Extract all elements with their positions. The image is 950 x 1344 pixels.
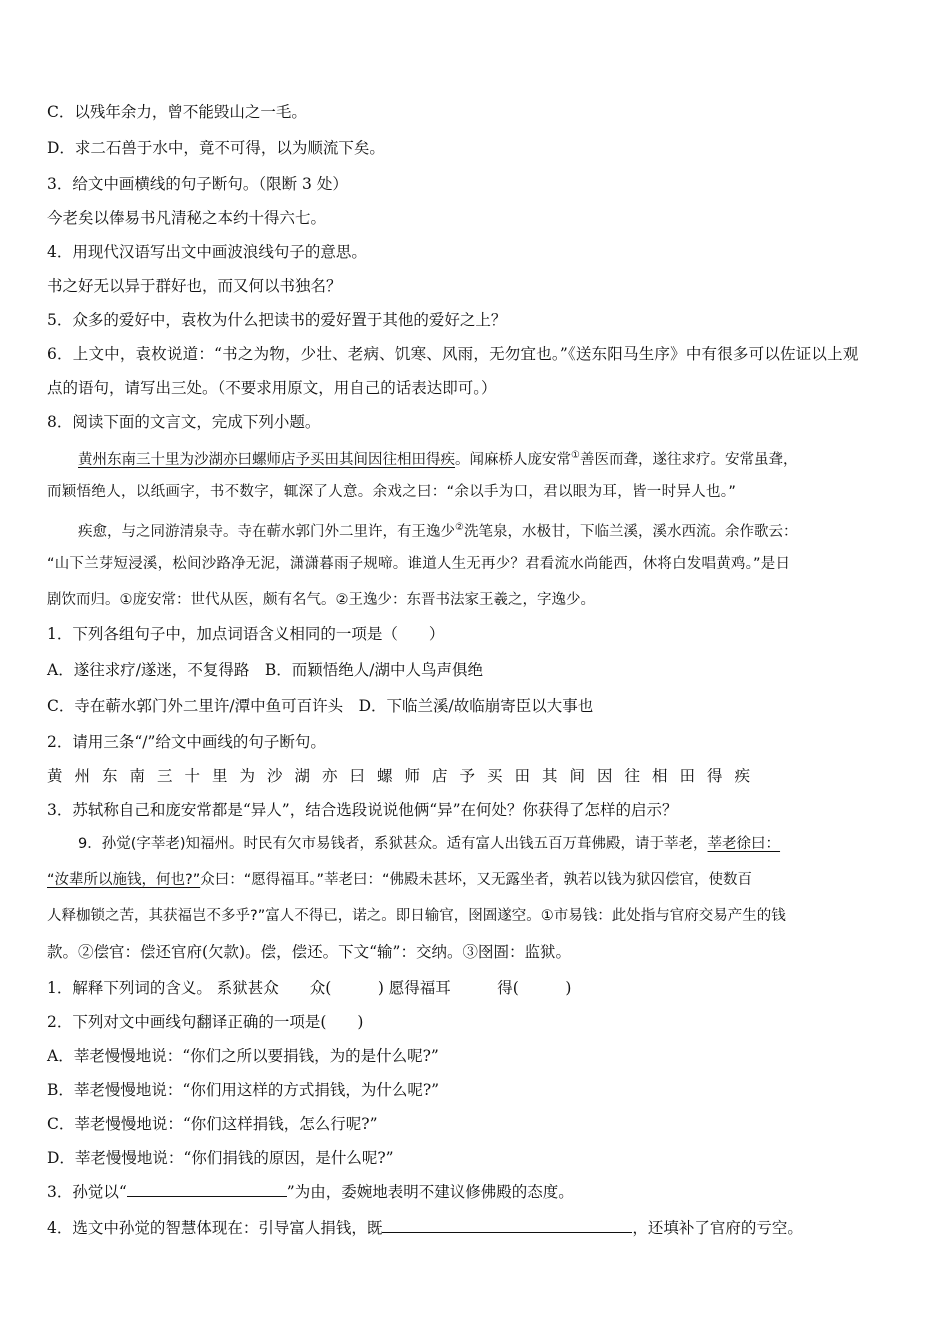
sentence-char: 州	[74, 767, 91, 785]
question-9-1-prompt: 1．解释下列词的含义。 系狱甚众 众( ) 愿得福耳 得( )	[47, 979, 572, 997]
sentence-char: 疾	[734, 767, 751, 785]
passage-9-text: 9．孙觉(字莘老)知福州。时民有欠市易钱者，系狱甚众。适有富人出钱五百万葺佛殿，请于莘老，	[78, 836, 708, 852]
passage-8-underlined-sentence: 黄州东南三十里为沙湖亦曰螺师店予买田其间因往相田得疾	[78, 451, 455, 468]
question-9-4-prompt	[47, 1216, 910, 1240]
footnote-marker: ②	[455, 522, 464, 533]
question-4-prompt: 4．用现代汉语写出文中画波浪线句子的意思。	[47, 243, 367, 261]
footnote-marker: ①	[571, 450, 580, 461]
sentence-char: 田	[514, 767, 531, 785]
question-9-3-prompt	[47, 1180, 910, 1204]
sentence-char: 螺	[377, 767, 393, 785]
question-9-2-prompt: 2．下列对文中画线句翻译正确的一项是( )	[47, 1013, 364, 1031]
sentence-char: 师	[404, 767, 421, 785]
sentence-char: 东	[102, 767, 118, 785]
question-8-2-prompt: 2．请用三条“/”给文中画线的句子断句。	[47, 733, 326, 751]
sentence-char: 三	[157, 767, 173, 785]
passage-9-line3: 人释枷锁之苦，其获福岂不多乎?”富人不得已，诺之。即日输官，囹圄遂空。①市易钱：此处指与官府交易产生的钱	[47, 908, 786, 924]
question-8-1-prompt: 1．下列各组句子中，加点词语含义相同的一项是（ ）	[47, 625, 445, 643]
question-8-1-options-ab: A．遂往求疗/遂迷，不复得路 B．而颖悟绝人/湖中人鸟声俱绝	[47, 661, 484, 679]
passage-9-notes: 款。②偿官：偿还官府(欠款)。偿，偿还。下文“输”：交纳。③囹圄：监狱。	[47, 943, 571, 961]
question-3-prompt: 3．给文中画横线的句子断句。（限断 3 处）	[47, 175, 348, 193]
sentence-char: 黄	[47, 767, 63, 785]
passage-8-line4: “山下兰芽短浸溪，松间沙路净无泥，潇潇暮雨子规啼。谁道人生无再少？君看流水尚能西，休将白发唱黄鸡。”是日	[47, 556, 791, 572]
question-9-3-text: 3．孙觉以“	[47, 1183, 127, 1201]
question-9-4-text: ，还填补了官府的亏空。	[632, 1219, 803, 1237]
passage-8-text: 。闻麻桥人庞安常	[455, 451, 571, 468]
question-4-sentence: 书之好无以异于群好也，而又何以书独名？	[47, 277, 342, 295]
sentence-char: 买	[487, 767, 503, 785]
sentence-char: 里	[212, 767, 228, 785]
passage-8-text: 善医而聋，遂往求疗。安常虽聋，	[579, 451, 798, 468]
question-3-sentence: 今老矣以俸易书凡清秘之本约十得六七。	[47, 209, 327, 227]
question-9-2-option-a: A．莘老慢慢地说：“你们之所以要捐钱，为的是什么呢?”	[47, 1047, 439, 1065]
question-6-prompt-line1: 6．上文中，袁枚说道：“书之为物，少壮、老病、饥寒、风雨，无勿宜也。”《送东阳马生序》中有很多可以佐证以上观	[47, 345, 859, 363]
option-d-line: D．求二石兽于水中，竟不可得，以为顺流下矣。	[47, 139, 385, 157]
question-9-4-text: 4．选文中孙觉的智慧体现在：引导富人捐钱，既	[47, 1219, 383, 1237]
question-9-2-option-b: B．莘老慢慢地说：“你们用这样的方式捐钱，为什么呢?”	[47, 1081, 440, 1099]
sentence-char: 予	[459, 767, 476, 785]
question-9-2-option-c: C．莘老慢慢地说：“你们这样捐钱，怎么行呢?”	[47, 1115, 378, 1133]
question-8-2-sentence	[47, 764, 910, 788]
sentence-char: 因	[597, 767, 613, 785]
section-8-heading: 8．阅读下面的文言文，完成下列小题。	[47, 413, 321, 431]
sentence-char: 南	[129, 767, 146, 785]
sentence-char: 沙	[267, 767, 283, 785]
passage-9-line1	[78, 832, 910, 856]
sentence-char: 为	[239, 767, 256, 785]
passage-9-line2	[47, 868, 910, 892]
question-5-prompt: 5．众多的爱好中，袁枚为什么把读书的爱好置于其他的爱好之上？	[47, 311, 507, 329]
answer-blank[interactable]	[382, 1217, 632, 1233]
passage-8-text: 洗笔泉，水极甘，下临兰溪，溪水西流。余作歌云：	[463, 523, 798, 540]
sentence-char: 曰	[349, 767, 366, 785]
sentence-char: 十	[184, 767, 201, 785]
passage-8-line3	[78, 516, 910, 544]
passage-8-line2: 而颖悟绝人，以纸画字，书不数字，辄深了人意。余戏之曰：“余以手为口，君以眼为耳，皆一时异人也。”	[47, 484, 737, 500]
passage-8-notes: 剧饮而归。①庞安常：世代从医，颇有名气。②王逸少：东晋书法家王羲之，字逸少。	[47, 592, 595, 608]
answer-blank[interactable]	[127, 1181, 287, 1197]
sentence-char: 其	[542, 767, 558, 785]
option-c-line: C．以残年余力，曾不能毁山之一毛。	[47, 103, 307, 121]
sentence-char: 得	[707, 767, 723, 785]
passage-9-underlined-sentence: 莘老徐曰：	[707, 836, 781, 852]
question-6-prompt-line2: 点的语句，请写出三处。（不要求用原文，用自己的话表达即可。）	[47, 379, 497, 397]
question-8-1-options-cd: C．寺在蕲水郭门外二里许/潭中鱼可百许头 D．下临兰溪/故临崩寄臣以大事也	[47, 697, 594, 715]
sentence-char: 往	[624, 767, 641, 785]
sentence-char: 间	[569, 767, 586, 785]
sentence-char: 亦	[322, 767, 338, 785]
question-9-3-text: ”为由，委婉地表明不建议修佛殿的态度。	[286, 1183, 574, 1201]
passage-8-line1	[78, 444, 910, 472]
question-8-3-prompt: 3．苏轼称自己和庞安常都是“异人”，结合选段说说他俩“异”在何处？你获得了怎样的启示？	[47, 801, 678, 819]
question-9-2-option-d: D．莘老慢慢地说：“你们捐钱的原因，是什么呢?”	[47, 1149, 394, 1167]
passage-8-text: 疾愈，与之同游清泉寺。寺在蕲水郭门外二里许，有王逸少	[78, 523, 455, 540]
sentence-char: 田	[679, 767, 696, 785]
passage-9-text: 众曰：“愿得福耳。”莘老曰：“佛殿未甚坏，又无露坐者，孰若以钱为狱囚偿官，使数百	[200, 872, 753, 888]
sentence-char: 店	[432, 767, 448, 785]
sentence-char: 湖	[294, 767, 311, 785]
passage-9-underlined-sentence: “汝辈所以施钱，何也?”	[47, 872, 201, 888]
sentence-char: 相	[652, 767, 668, 785]
